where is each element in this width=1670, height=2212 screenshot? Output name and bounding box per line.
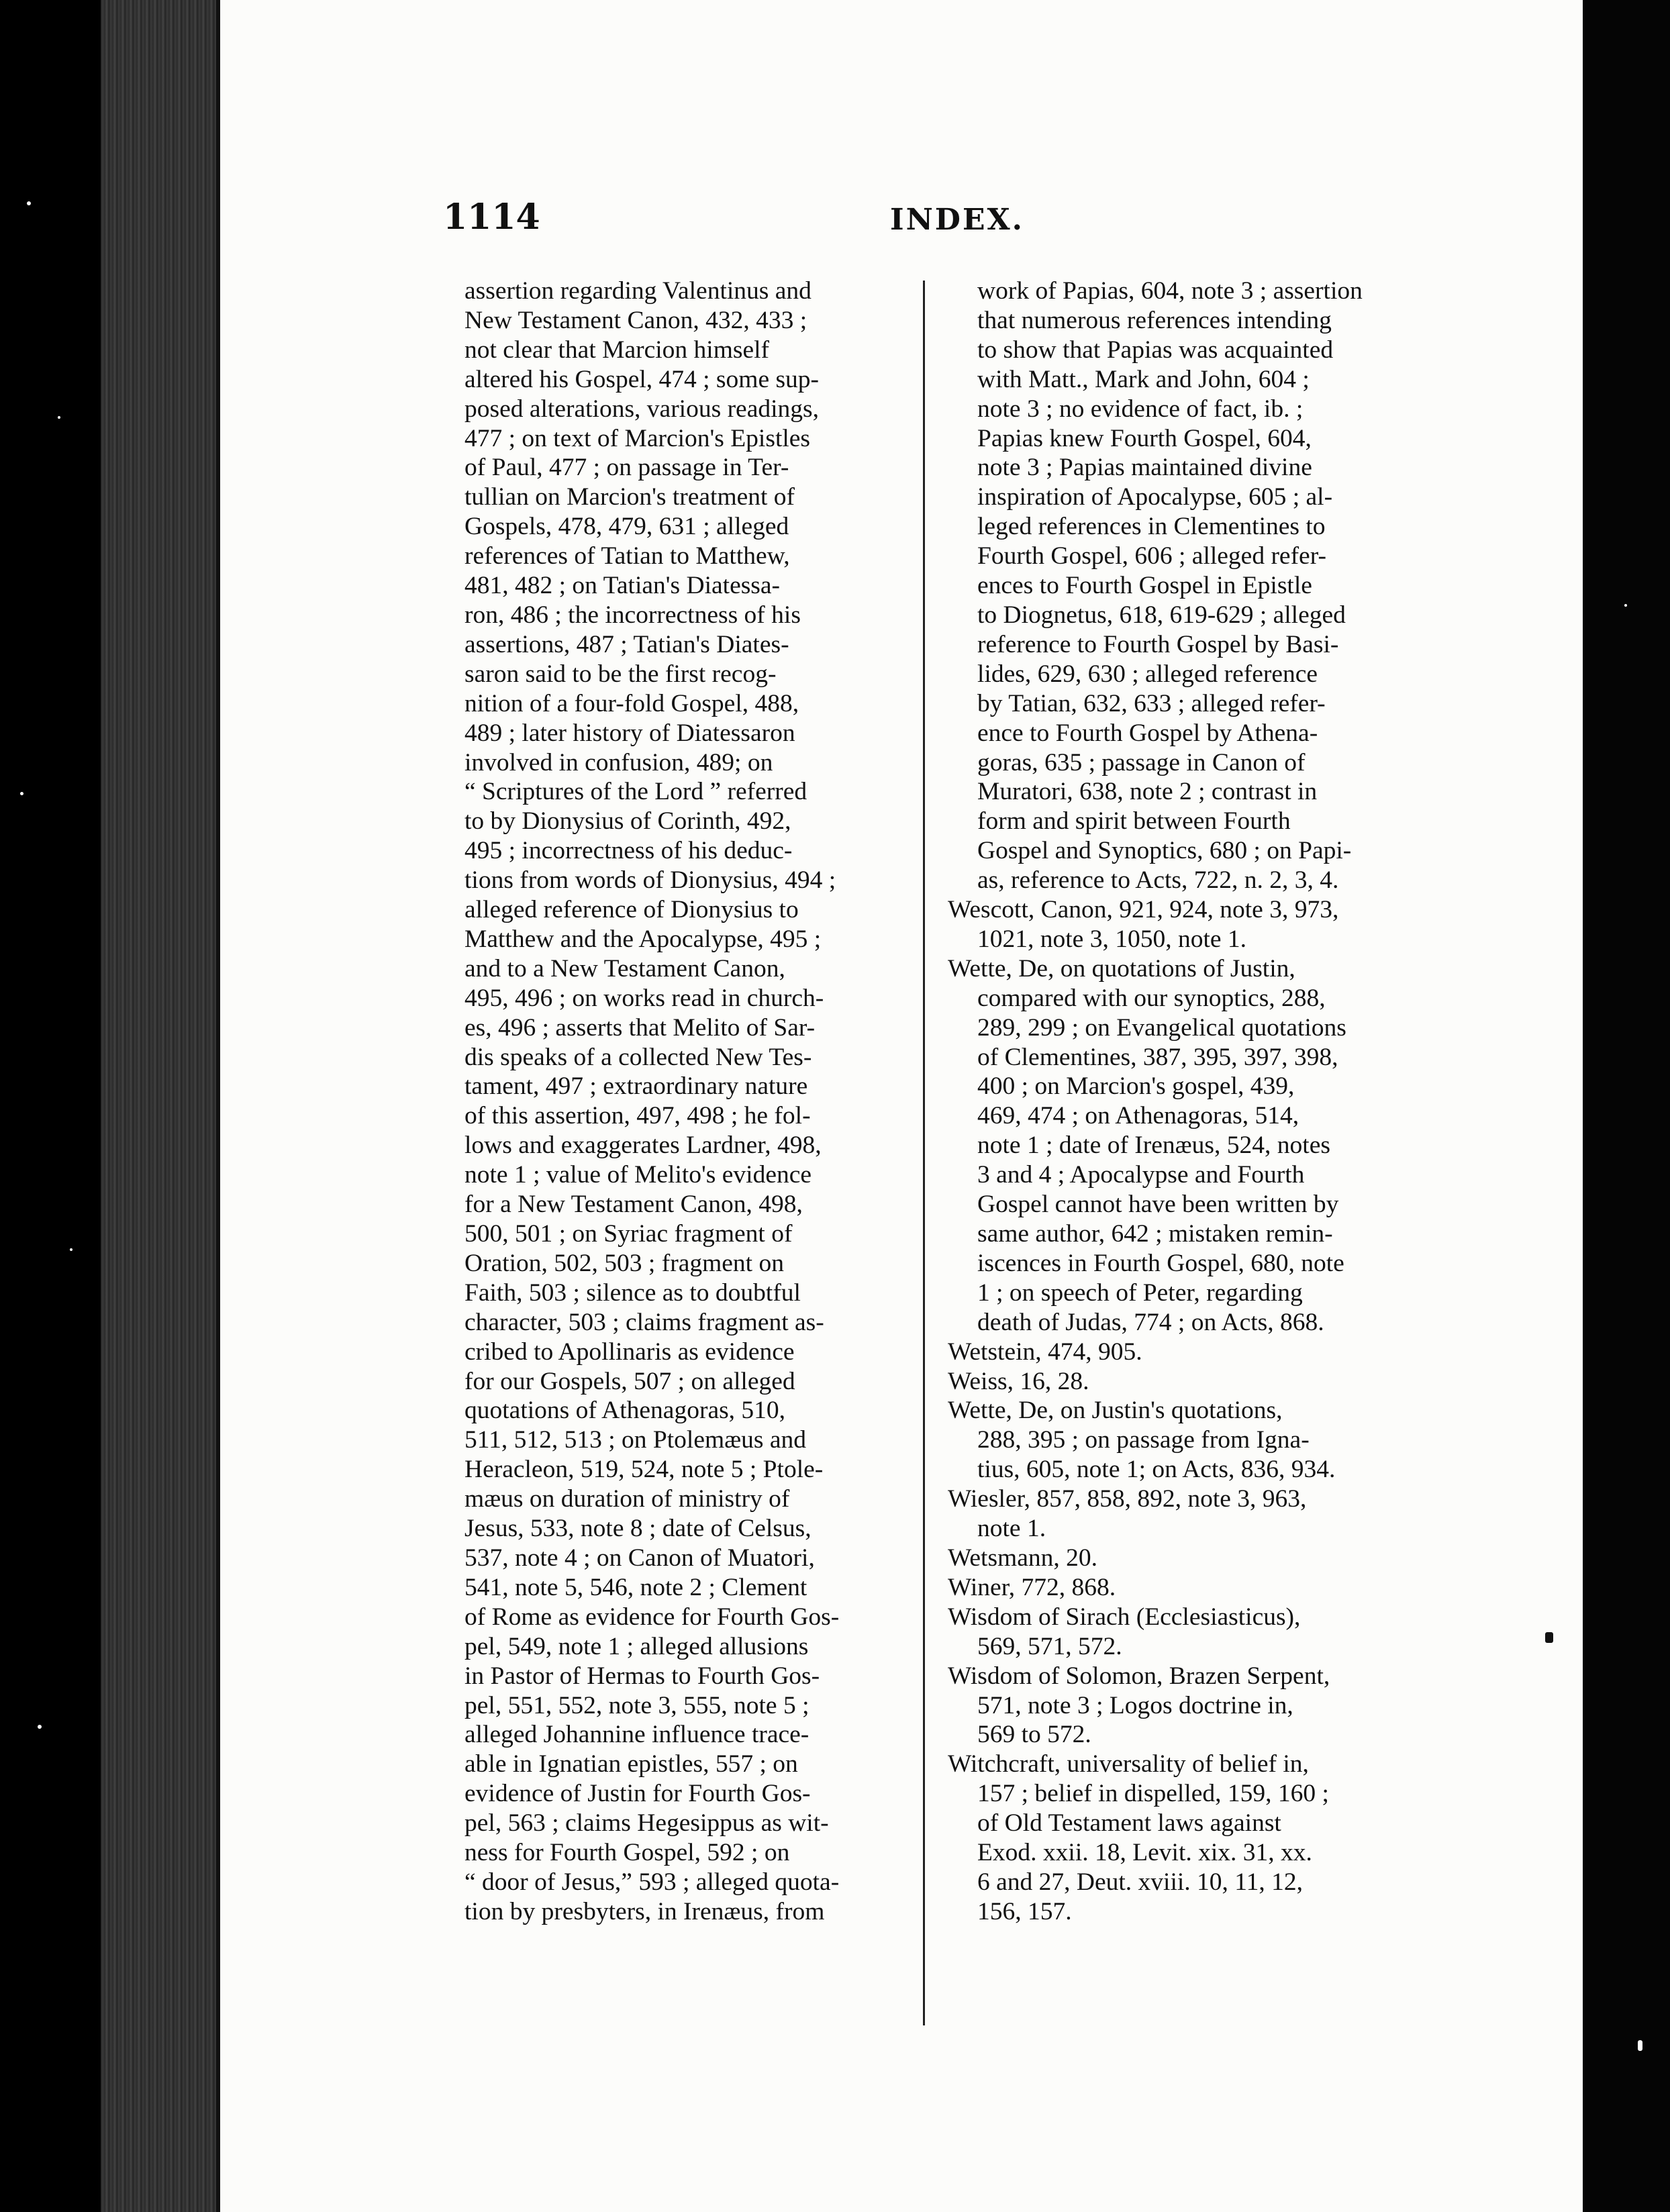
index-line: 477 ; on text of Marcion's Epistles — [464, 424, 811, 452]
index-line: note 3 ; no evidence of fact, ib. ; — [977, 395, 1304, 423]
index-line: of Old Testament laws against — [977, 1809, 1281, 1838]
index-line: cribed to Apollinaris as evidence — [464, 1338, 795, 1366]
scan-speck — [38, 1725, 42, 1729]
index-line: 469, 474 ; on Athenagoras, 514, — [977, 1102, 1299, 1130]
index-line: ron, 486 ; the incorrectness of his — [464, 601, 801, 629]
index-line: 571, note 3 ; Logos doctrine in, — [977, 1691, 1293, 1719]
index-line: 569 to 572. — [977, 1721, 1091, 1749]
index-line: dis speaks of a collected New Tes- — [464, 1043, 812, 1071]
index-line: tullian on Marcion's treatment of — [464, 483, 795, 511]
scan-speck — [20, 792, 23, 795]
index-line: Fourth Gospel, 606 ; alleged refer- — [977, 542, 1326, 570]
index-entry-heading: Wiesler, 857, 858, 892, note 3, 963, — [948, 1485, 1307, 1513]
index-line: pel, 549, note 1 ; alleged allusions — [464, 1632, 809, 1660]
index-line: in Pastor of Hermas to Fourth Gos- — [464, 1662, 820, 1690]
index-line: ness for Fourth Gospel, 592 ; on — [464, 1839, 790, 1867]
index-line: 500, 501 ; on Syriac fragment of — [464, 1220, 793, 1248]
index-line: saron said to be the first recog- — [464, 660, 777, 688]
index-line: as, reference to Acts, 722, n. 2, 3, 4. — [977, 866, 1339, 895]
column-divider — [923, 281, 925, 2025]
index-line: evidence of Justin for Fourth Gos- — [464, 1780, 811, 1808]
index-line: reference to Fourth Gospel by Basi- — [977, 630, 1339, 658]
index-line: of this assertion, 497, 498 ; he fol- — [464, 1102, 811, 1130]
index-line: to by Dionysius of Corinth, 492, — [464, 807, 791, 836]
index-line: 6 and 27, Deut. xviii. 10, 11, 12, — [977, 1868, 1304, 1896]
index-line: not clear that Marcion himself — [464, 336, 770, 364]
index-entry-heading: Wisdom of Solomon, Brazen Serpent, — [948, 1662, 1330, 1690]
index-line: 289, 299 ; on Evangelical quotations — [977, 1013, 1346, 1042]
index-line: Heracleon, 519, 524, note 5 ; Ptole- — [464, 1456, 824, 1484]
index-line: es, 496 ; asserts that Melito of Sar- — [464, 1013, 816, 1042]
index-line: ences to Fourth Gospel in Epistle — [977, 572, 1312, 600]
scan-right-margin — [1583, 0, 1670, 2212]
margin-mark — [1545, 1632, 1553, 1643]
index-line: “ Scriptures of the Lord ” referred — [464, 778, 807, 806]
index-line: ence to Fourth Gospel by Athena- — [977, 719, 1318, 747]
index-line: lows and exaggerates Lardner, 498, — [464, 1132, 822, 1160]
index-line: for our Gospels, 507 ; on alleged — [464, 1367, 795, 1395]
index-line: and to a New Testament Canon, — [464, 954, 785, 983]
index-line: inspiration of Apocalypse, 605 ; al- — [977, 483, 1333, 511]
index-line: leged references in Clementines to — [977, 513, 1326, 541]
index-line: form and spirit between Fourth — [977, 807, 1291, 836]
index-line: tament, 497 ; extraordinary nature — [464, 1072, 808, 1101]
index-line: iscences in Fourth Gospel, 680, note — [977, 1249, 1344, 1277]
index-line: assertions, 487 ; Tatian's Diates- — [464, 630, 789, 658]
index-line: Gospels, 478, 479, 631 ; alleged — [464, 513, 789, 541]
index-line: tions from words of Dionysius, 494 ; — [464, 866, 836, 895]
index-line: Papias knew Fourth Gospel, 604, — [977, 424, 1312, 452]
index-line: same author, 642 ; mistaken remin- — [977, 1220, 1333, 1248]
index-line: character, 503 ; claims fragment as- — [464, 1308, 824, 1336]
index-line: of Clementines, 387, 395, 397, 398, — [977, 1043, 1338, 1071]
index-line: alleged reference of Dionysius to — [464, 896, 799, 924]
index-line: 3 and 4 ; Apocalypse and Fourth — [977, 1161, 1305, 1189]
index-line: tion by presbyters, in Irenæus, from — [464, 1897, 825, 1925]
index-line: assertion regarding Valentinus and — [464, 277, 812, 305]
index-line: quotations of Athenagoras, 510, — [464, 1397, 786, 1425]
index-line: of Paul, 477 ; on passage in Ter- — [464, 454, 789, 482]
index-line: New Testament Canon, 432, 433 ; — [464, 306, 807, 334]
index-entry-heading: Witchcraft, universality of belief in, — [948, 1750, 1309, 1778]
index-entry-heading: Wetstein, 474, 905. — [948, 1338, 1142, 1366]
index-line: 495 ; incorrectness of his deduc- — [464, 837, 793, 865]
scan-speck — [70, 1248, 72, 1251]
index-line: of Rome as evidence for Fourth Gos- — [464, 1603, 840, 1631]
index-line: Gospel cannot have been written by — [977, 1191, 1339, 1219]
index-line: 489 ; later history of Diatessaron — [464, 719, 795, 747]
index-line: 400 ; on Marcion's gospel, 439, — [977, 1072, 1295, 1101]
index-entry-heading: Winer, 772, 868. — [948, 1573, 1116, 1601]
index-line: 1021, note 3, 1050, note 1. — [977, 925, 1247, 953]
index-entry-heading: Wescott, Canon, 921, 924, note 3, 973, — [948, 896, 1339, 924]
index-entry-heading: Weiss, 16, 28. — [948, 1367, 1089, 1395]
index-line: 1 ; on speech of Peter, regarding — [977, 1278, 1303, 1307]
index-line: death of Judas, 774 ; on Acts, 868. — [977, 1308, 1324, 1336]
index-line: that numerous references intending — [977, 306, 1332, 334]
scan-speck — [58, 416, 60, 419]
index-line: tius, 605, note 1; on Acts, 836, 934. — [977, 1456, 1336, 1484]
index-line: Matthew and the Apocalypse, 495 ; — [464, 925, 822, 953]
index-line: note 3 ; Papias maintained divine — [977, 454, 1312, 482]
index-entry-heading: Wette, De, on Justin's quotations, — [948, 1397, 1283, 1425]
index-entry-heading: Wette, De, on quotations of Justin, — [948, 954, 1295, 983]
index-entry-heading: Wetsmann, 20. — [948, 1544, 1097, 1572]
index-line: alleged Johannine influence trace- — [464, 1721, 809, 1749]
running-head: INDEX. — [890, 203, 1024, 237]
index-line: work of Papias, 604, note 3 ; assertion — [977, 277, 1363, 305]
index-line: posed alterations, various readings, — [464, 395, 819, 423]
index-line: Muratori, 638, note 2 ; contrast in — [977, 778, 1318, 806]
index-line: note 1. — [977, 1515, 1046, 1543]
index-line: with Matt., Mark and John, 604 ; — [977, 365, 1310, 393]
index-line: 511, 512, 513 ; on Ptolemæus and — [464, 1426, 807, 1454]
scan-speck — [27, 201, 31, 205]
index-line: by Tatian, 632, 633 ; alleged refer- — [977, 689, 1326, 717]
index-column-left — [464, 276, 928, 1927]
index-line: pel, 551, 552, note 3, 555, note 5 ; — [464, 1691, 809, 1719]
index-line: mæus on duration of ministry of — [464, 1485, 790, 1513]
index-line: altered his Gospel, 474 ; some sup- — [464, 365, 820, 393]
index-line: 569, 571, 572. — [977, 1632, 1122, 1660]
index-line: note 1 ; value of Melito's evidence — [464, 1161, 812, 1189]
index-line: nition of a four-fold Gospel, 488, — [464, 689, 799, 717]
index-line: 288, 395 ; on passage from Igna- — [977, 1426, 1310, 1454]
scan-speck — [1624, 604, 1627, 607]
index-line: Exod. xxii. 18, Levit. xix. 31, xx. — [977, 1839, 1312, 1867]
index-line: references of Tatian to Matthew, — [464, 542, 790, 570]
index-line: Gospel and Synoptics, 680 ; on Papi- — [977, 837, 1352, 865]
index-line: pel, 563 ; claims Hegesippus as wit- — [464, 1809, 829, 1838]
page-number: 1114 — [443, 197, 540, 238]
index-line: Jesus, 533, note 8 ; date of Celsus, — [464, 1515, 812, 1543]
index-line: 541, note 5, 546, note 2 ; Clement — [464, 1573, 807, 1601]
index-line: 156, 157. — [977, 1897, 1072, 1925]
index-line: to show that Papias was acquainted — [977, 336, 1334, 364]
index-column-right — [948, 276, 1444, 1927]
index-entry-heading: Wisdom of Sirach (Ecclesiasticus), — [948, 1603, 1301, 1631]
index-line: able in Ignatian epistles, 557 ; on — [464, 1750, 798, 1778]
index-line: “ door of Jesus,” 593 ; alleged quota- — [464, 1868, 840, 1896]
index-line: involved in confusion, 489; on — [464, 748, 773, 776]
index-line: Faith, 503 ; silence as to doubtful — [464, 1278, 801, 1307]
index-line: goras, 635 ; passage in Canon of — [977, 748, 1306, 776]
index-line: 537, note 4 ; on Canon of Muatori, — [464, 1544, 815, 1572]
index-line: for a New Testament Canon, 498, — [464, 1191, 803, 1219]
index-line: compared with our synoptics, 288, — [977, 984, 1326, 1012]
index-line: 481, 482 ; on Tatian's Diatessa- — [464, 572, 781, 600]
index-line: note 1 ; date of Irenæus, 524, notes — [977, 1132, 1330, 1160]
index-line: Oration, 502, 503 ; fragment on — [464, 1249, 784, 1277]
index-line: 495, 496 ; on works read in church- — [464, 984, 824, 1012]
index-line: 157 ; belief in dispelled, 159, 160 ; — [977, 1780, 1329, 1808]
index-line: to Diognetus, 618, 619-629 ; alleged — [977, 601, 1346, 629]
scan-speck — [1638, 2040, 1642, 2051]
index-line: lides, 629, 630 ; alleged reference — [977, 660, 1318, 688]
